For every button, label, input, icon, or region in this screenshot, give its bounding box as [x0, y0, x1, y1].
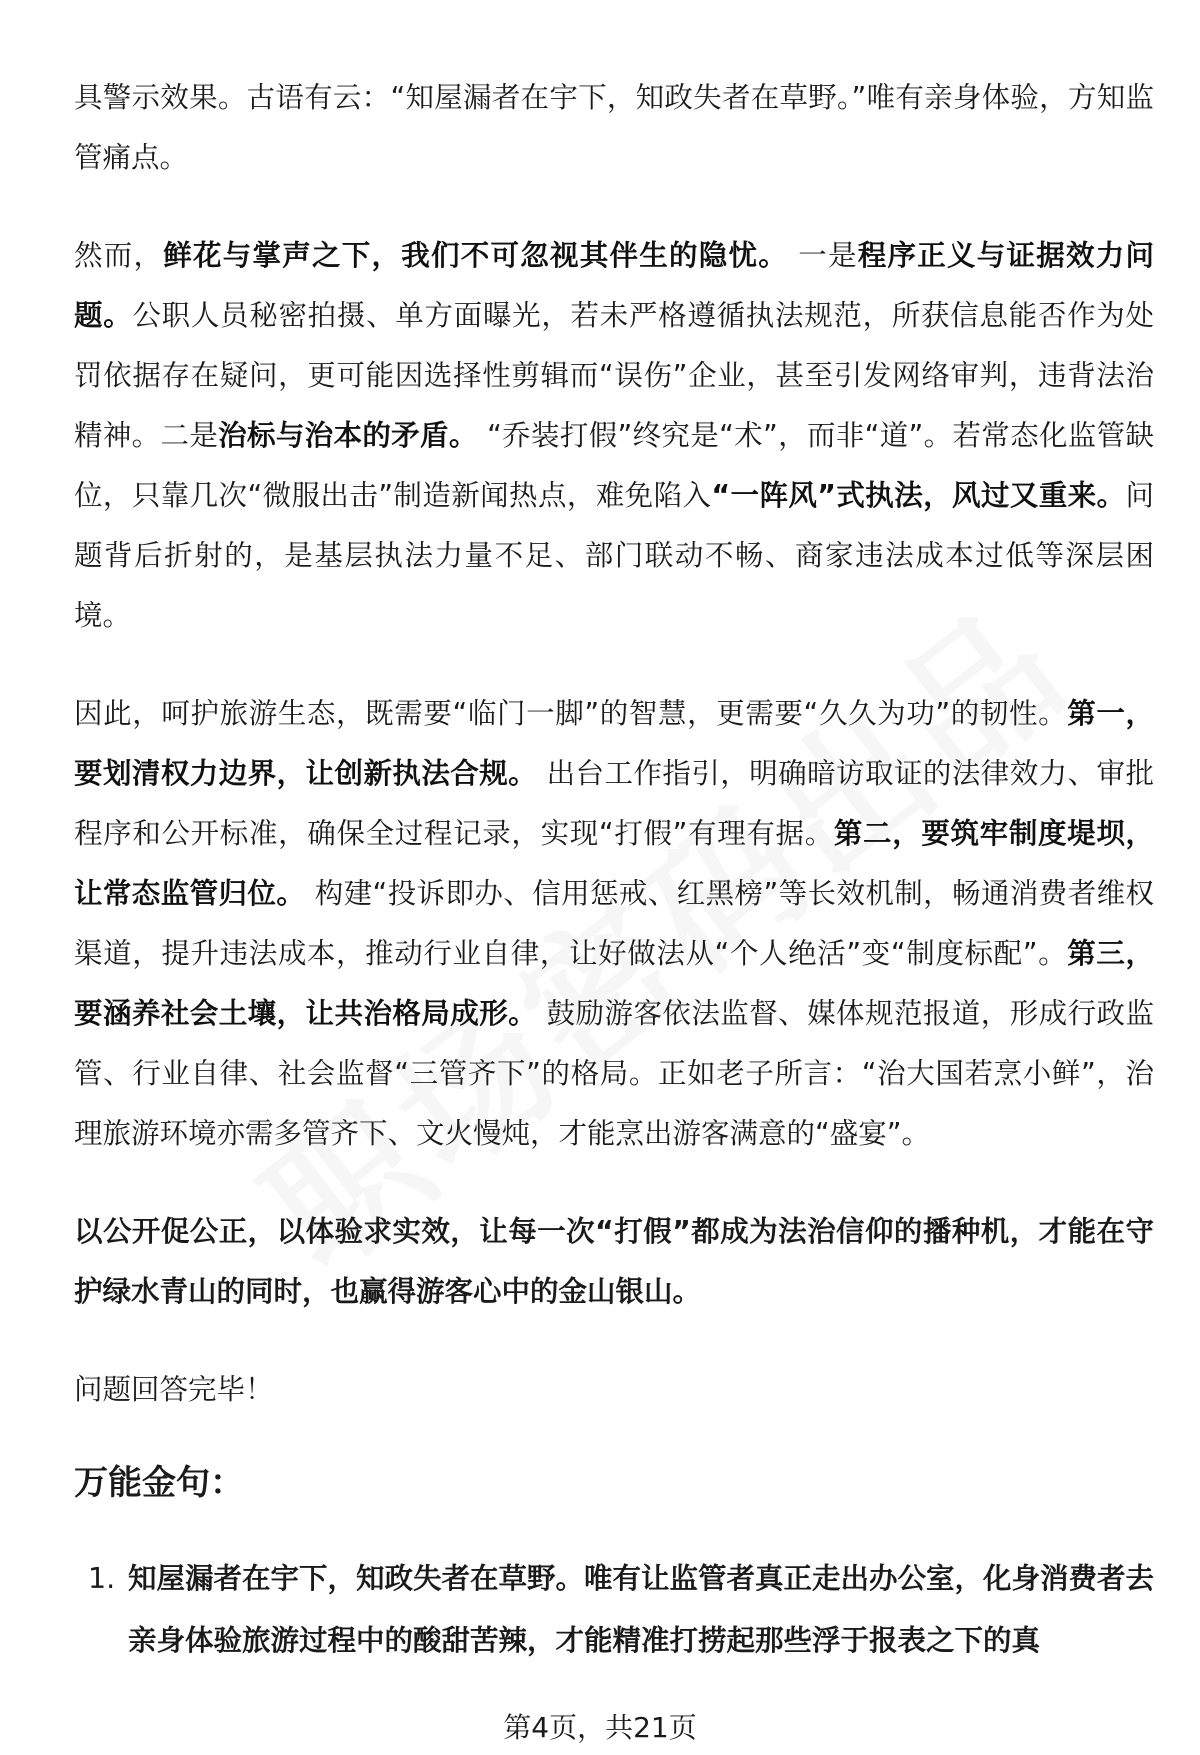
closing-text: 问题回答完毕！	[74, 1373, 274, 1406]
golden-quotes-list	[74, 1548, 1154, 1672]
paragraph-text: 公职人员秘密拍摄、单方面曝光，若未严格遵循执法规范，所获信息能否作为处罚依据存在疑问，更可能因选择性剪辑而“误伤”企业，甚至引发网络审判，违背法治精神。二是	[74, 299, 1154, 452]
list-item-text: 知屋漏者在宇下，知政失者在草野。唯有让监管者真正走出办公室，化身消费者去亲身体验旅游过程中的酸甜苦辣，才能精准打捞起那些浮于报表之下的真	[128, 1562, 1155, 1657]
paragraph-solutions	[74, 684, 1154, 1164]
bold-text: 第二，要筑牢制度堤坝，让常态监管归位。	[74, 817, 1154, 910]
paragraph-text: 问题背后折射的，是基层执法力量不足、部门联动不畅、商家违法成本过低等深层困境。	[74, 479, 1154, 632]
paragraph-text: 一是	[787, 239, 858, 272]
document-page	[74, 68, 1154, 1672]
bold-text: 第三，要涵养社会土壤，让共治格局成形。	[74, 937, 1154, 1030]
bold-text: 治标与治本的矛盾。	[218, 419, 478, 452]
paragraph-intro	[74, 68, 1154, 188]
list-number: 1.	[88, 1562, 116, 1595]
page-footer: 第4页，共21页	[503, 1711, 697, 1744]
paragraph-concerns	[74, 226, 1154, 646]
paragraph-conclusion	[74, 1202, 1154, 1322]
list-item	[74, 1548, 1154, 1672]
paragraph-text: 然而，	[74, 239, 164, 272]
bold-text: 以公开促公正，以体验求实效，让每一次“打假”都成为法治信仰的播种机，才能在守护绿水青山的同时，也赢得游客心中的金山银山。	[74, 1215, 1154, 1308]
paragraph-text: 具警示效果。古语有云：“知屋漏者在宇下，知政失者在草野。”唯有亲身体验，方知监管痛点。	[74, 81, 1154, 174]
bold-text: 程序正义与证据效力问题。	[74, 239, 1154, 332]
paragraph-text: 构建“投诉即办、信用惩戒、红黑榜”等长效机制，畅通消费者维权渠道，提升违法成本，推动行业自律，让好做法从“个人绝活”变“制度标配”。	[74, 877, 1154, 970]
bold-text: “一阵风”式执法，风过又重来。	[711, 479, 1126, 512]
paragraph-text: 出台工作指引，明确暗访取证的法律效力、审批程序和公开标准，确保全过程记录，实现“打假”有理有据。	[74, 757, 1154, 850]
paragraph-text: 鼓励游客依法监督、媒体规范报道，形成行政监管、行业自律、社会监督“三管齐下”的格局。正如老子所言：“治大国若烹小鲜”，治理旅游环境亦需多管齐下、文火慢炖，才能烹出游客满意的“盛宴”。	[74, 997, 1154, 1150]
paragraph-text: “乔装打假”终究是“术”，而非“道”。若常态化监管缺位，只靠几次“微服出击”制造新闻热点，难免陷入	[74, 419, 1154, 512]
paragraph-text: 因此，呵护旅游生态，既需要“临门一脚”的智慧，更需要“久久为功”的韧性。	[74, 697, 1068, 730]
bold-text: 第一，要划清权力边界，让创新执法合规。	[74, 697, 1154, 790]
section-title: 万能金句：	[74, 1463, 244, 1503]
bold-text: 鲜花与掌声之下，我们不可忽视其伴生的隐忧。	[163, 239, 788, 272]
